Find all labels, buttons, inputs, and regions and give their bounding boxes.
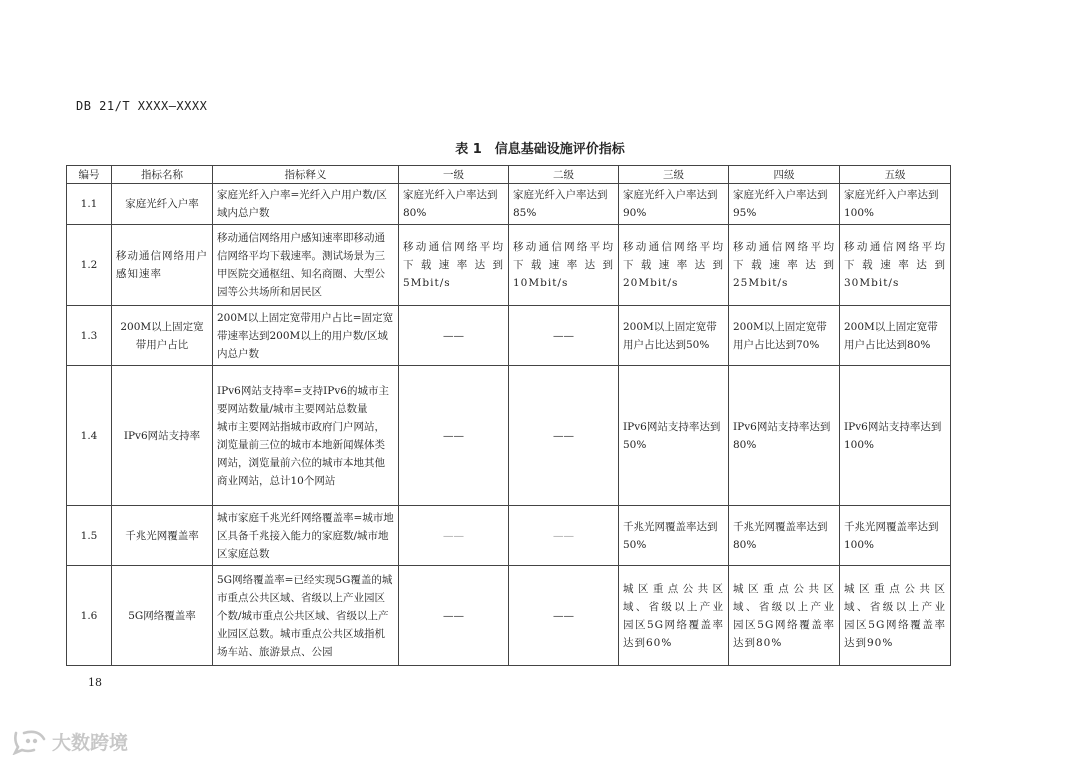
level-1-cell: —— xyxy=(399,366,509,506)
watermark xyxy=(12,728,128,755)
level-5-cell: IPv6网站支持率达到100% xyxy=(840,366,951,506)
level-3-cell: IPv6网站支持率达到50% xyxy=(619,366,729,506)
table-row xyxy=(67,225,951,306)
table-title: 表 1 信息基础设施评价指标 xyxy=(455,142,625,157)
column-header: 指标名称 xyxy=(112,166,213,184)
level-2-cell: 移动通信网络平均下载速率达到10Mbit/s xyxy=(509,225,619,306)
level-1-cell: —— xyxy=(399,506,509,566)
level-5-cell: 移动通信网络平均下载速率达到30Mbit/s xyxy=(840,225,951,306)
level-2-cell: —— xyxy=(509,306,619,366)
level-5-cell: 家庭光纤入户率达到100% xyxy=(840,184,951,225)
level-3-cell: 城区重点公共区域、省级以上产业园区5G网络覆盖率达到60% xyxy=(619,566,729,666)
level-2-cell: —— xyxy=(509,566,619,666)
table-row xyxy=(67,184,951,225)
level-2-cell: —— xyxy=(509,506,619,566)
column-header: 二级 xyxy=(509,166,619,184)
level-1-cell: —— xyxy=(399,306,509,366)
column-header: 一级 xyxy=(399,166,509,184)
row-description xyxy=(213,366,399,506)
level-4-cell: 城区重点公共区域、省级以上产业园区5G网络覆盖率达到80% xyxy=(729,566,840,666)
row-description-formula: IPv6网站支持率=支持IPv6的城市主要网站数量/城市主要网站总数量 xyxy=(217,384,389,415)
row-description: 家庭光纤入户率=光纤入户用户数/区域内总户数 xyxy=(213,184,399,225)
row-description-note: 城市主要网站指城市政府门户网站，浏览量前三位的城市本地新闻媒体类网站，浏览量前六位的城市本地其他商业网站，总计10个网站 xyxy=(217,420,385,487)
row-id: 1.5 xyxy=(67,506,112,566)
row-description: 200M以上固定宽带用户占比=固定宽带速率达到200M以上的用户数/区域内总户数 xyxy=(213,306,399,366)
document-code: DB 21/T XXXX—XXXX xyxy=(76,99,208,113)
page-number: 18 xyxy=(88,676,102,689)
row-name: 千兆光网覆盖率 xyxy=(112,506,213,566)
row-id: 1.4 xyxy=(67,366,112,506)
indicator-table xyxy=(66,165,951,666)
level-4-cell: IPv6网站支持率达到80% xyxy=(729,366,840,506)
row-id: 1.3 xyxy=(67,306,112,366)
row-name: 5G网络覆盖率 xyxy=(112,566,213,666)
row-id: 1.6 xyxy=(67,566,112,666)
level-2-cell: 家庭光纤入户率达到85% xyxy=(509,184,619,225)
row-id: 1.2 xyxy=(67,225,112,306)
level-4-cell: 家庭光纤入户率达到95% xyxy=(729,184,840,225)
level-1-cell: 家庭光纤入户率达到80% xyxy=(399,184,509,225)
level-3-cell: 200M以上固定宽带用户占比达到50% xyxy=(619,306,729,366)
row-description: 移动通信网络用户感知速率即移动通信网络平均下载速率。测试场景为三甲医院交通枢纽、知名商圈、大型公园等公共场所和居民区 xyxy=(213,225,399,306)
column-header: 指标释义 xyxy=(213,166,399,184)
column-header: 五级 xyxy=(840,166,951,184)
level-4-cell: 移动通信网络平均下载速率达到25Mbit/s xyxy=(729,225,840,306)
column-header: 三级 xyxy=(619,166,729,184)
level-4-cell: 千兆光网覆盖率达到80% xyxy=(729,506,840,566)
watermark-text: 大数跨境 xyxy=(52,732,129,754)
row-id: 1.1 xyxy=(67,184,112,225)
level-1-cell: 移动通信网络平均下载速率达到5Mbit/s xyxy=(399,225,509,306)
level-5-cell: 城区重点公共区域、省级以上产业园区5G网络覆盖率达到90% xyxy=(840,566,951,666)
table-row xyxy=(67,506,951,566)
level-1-cell: —— xyxy=(399,566,509,666)
table-row xyxy=(67,306,951,366)
table-row xyxy=(67,366,951,506)
table-row xyxy=(67,566,951,666)
row-name: IPv6网站支持率 xyxy=(112,366,213,506)
row-description: 城市家庭千兆光纤网络覆盖率=城市地区具备千兆接入能力的家庭数/城市地区家庭总数 xyxy=(213,506,399,566)
level-3-cell: 千兆光网覆盖率达到50% xyxy=(619,506,729,566)
column-header: 四级 xyxy=(729,166,840,184)
level-5-cell: 200M以上固定宽带用户占比达到80% xyxy=(840,306,951,366)
level-3-cell: 移动通信网络平均下载速率达到20Mbit/s xyxy=(619,225,729,306)
row-name: 移动通信网络用户感知速率 xyxy=(112,225,213,306)
row-description: 5G网络覆盖率=已经实现5G覆盖的城市重点公共区域、省级以上产业园区个数/城市重点公共区域、省级以上产业园区总数。城市重点公共区域指机场车站、旅游景点、公园 xyxy=(213,566,399,666)
level-4-cell: 200M以上固定宽带用户占比达到70% xyxy=(729,306,840,366)
level-3-cell: 家庭光纤入户率达到90% xyxy=(619,184,729,225)
chat-bubble-logo-icon xyxy=(12,729,46,755)
level-2-cell: —— xyxy=(509,366,619,506)
row-name: 200M以上固定宽带用户占比 xyxy=(112,306,213,366)
level-5-cell: 千兆光网覆盖率达到100% xyxy=(840,506,951,566)
table-header-row xyxy=(67,166,951,184)
column-header: 编号 xyxy=(67,166,112,184)
row-name: 家庭光纤入户率 xyxy=(112,184,213,225)
